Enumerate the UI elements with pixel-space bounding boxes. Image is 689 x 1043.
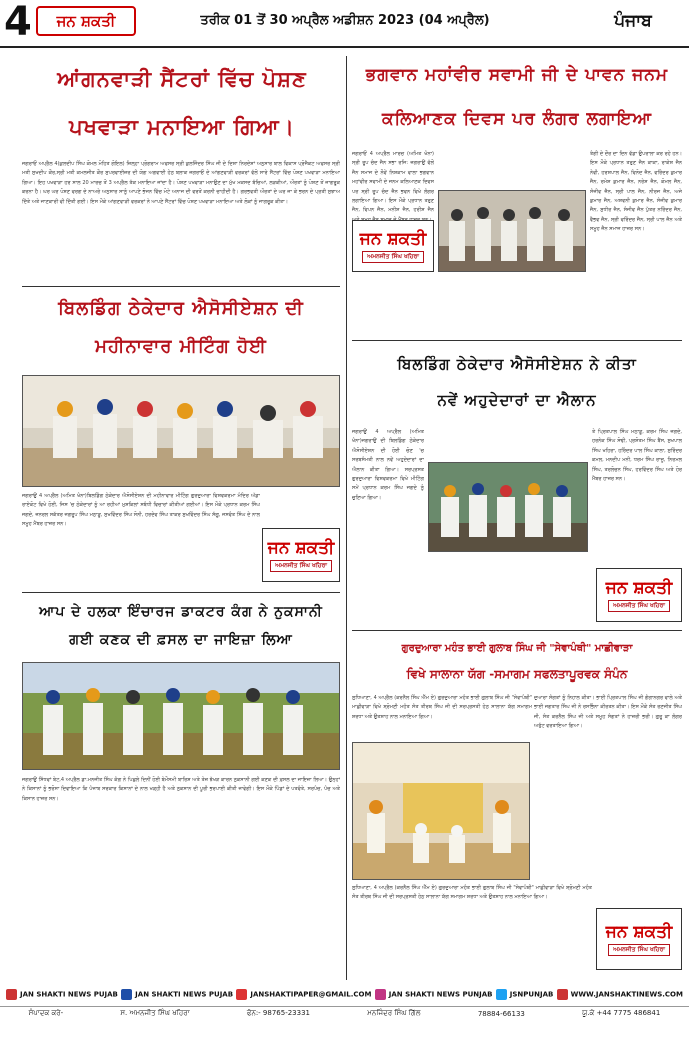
poshan-body: ਜਗਰਾਓਂ ਅਪ੍ਰੈਲ 4(ਕੁਲਦੀਪ ਸਿੰਘ ਕੋਮਲ ਮੋਹਿਤ ਗੋਇਲ) ਜ਼ਿਲ੍ਹਾ ਪ੍ਰੋਗਰਾਮ ਅਫਸਰ ਸ੍ਰੀ ਕੁਲਜਿੰਦਰ ਸਿੰਘ ਜੀ ਦੇ ਦਿਸ਼ਾ ਨਿਰਦੇਸ਼ਾਂ ਅਨੁਸਾਰ ਬਾਲ ਵਿਕਾਸ ਪ੍ਰੋਜੈਕਟ ਅਫਸਰ ਸ੍ਰੀ ਮਤੀ ਸੁਖਦੀਪ ਕੌਰ,ਸ੍ਰੀ ਮਤੀ ਕਮਲਜੀਤ ਕੌਰ ਸੁਪਰਵਾਈਜ਼ਰ ਦੀ ਯੋਗ ਅਗਵਾਈ ਹੇਠ ਬਲਾਕ ਜਗਰਾਓਂ ਦੇ ਆਂਗਣਵਾੜੀ ਵਰਕਰਾਂ ਵੱਲੋਂ ਸਾਰੇ ਸੈਂਟਰਾਂ ਵਿੱਚ ਪੋਸ਼ਣ ਪਖਵਾੜਾ ਮਨਾਇਆ ਗਿਆ। ਇਹ ਪਖਵਾੜਾ ਹਰ ਸਾਲ 20 ਮਾਰਚ ਤੋਂ 3 ਅਪ੍ਰੈਲ ਤੱਕ ਮਨਾਇਆ ਜਾਂਦਾ ਹੈ। ਪੋਸ਼ਣ ਪਖਵਾੜਾ ਮਨਾਉਣ ਦਾ ਮੁੱਖ ਮਕਸਦ ਬੱਚਿਆਂ, ਲੜਕੀਆਂ, ਔਰਤਾਂ ਨੂੰ ਪੋਸ਼ਣ ਤੋਂ ਜਾਗਰੂਕ ਕਰਨਾ ਹੈ। ਘਰ ਘਰ ਪੋਸ਼ਣ ਵਰਗ ਦੇ ਨਾਅਰੇ ਅਨੁਸਾਰ ਸਾਨੂੰ ਆਪਣੇ ਭੋਜਨ ਵਿੱਚ ਮੋਟੇ ਅਨਾਜ ਦੀ ਵਰਤੋਂ ਕਰਨੀ ਚਾਹੀਦੀ ਹੈ। ਗਰਭਵਤੀ ਔਰਤਾਂ ਦੇ ਘਰ ਜਾ ਕੇ ਭਰਨ ਦੇ ਪ੍ਰਤੀ ਸੁਝਾਅ ਦਿੱਤੇ ਅਤੇ ਜਾਣਕਾਰੀ ਵੀ ਦਿੱਤੀ ਗਈ। ਇਸ ਮੌਕੇ ਆਂਗਣਵਾੜੀ ਵਰਕਰਾਂ ਨੇ ਆਪਣੇ ਸੈਂਟਰਾਂ ਵਿੱਚ ਪੋਸ਼ਣ ਪਖਵਾੜਾ ਮਨਾਇਆ ਅਤੇ ਲੋਕਾਂ ਨੂੰ ਜਾਗਰੂਕ ਕੀਤਾ। bbox=[22, 161, 340, 205]
social-label: WWW.JANSHAKTINEWS.COM bbox=[570, 990, 683, 998]
gurdwara-photo bbox=[352, 742, 530, 880]
gurdwara-headline-1: ਗੁਰਦੁਆਰਾ ਮਹੰਤ ਭਾਈ ਗੁਲਾਬ ਸਿੰਘ ਜੀ "ਸੇਵਾਪੰਥੀ" ਮਾਛੀਵਾੜਾ bbox=[401, 643, 633, 654]
publisher-phone: 78884-66133 bbox=[477, 1009, 525, 1018]
publisher-name: ਮਨਜਿੰਦਰ ਸਿੰਘ ਗਿੱਲ bbox=[367, 1009, 421, 1017]
footer-credits bbox=[0, 1006, 689, 1020]
logo-subtitle: ਅਮਨਜੀਤ ਸਿੰਘ ਖਹਿਰਾ bbox=[362, 251, 424, 263]
gurdwara-body-continued: ਲੁਧਿਆਣਾ, 4 ਅਪ੍ਰੈਲ (ਕਰਨੈਲ ਸਿੰਘ ਐੱਮ ਏ) ਗੁਰਦੁਆਰਾ ਮਹੰਤ ਭਾਈ ਗੁਲਾਬ ਸਿੰਘ ਜੀ "ਸੇਵਾਪੰਥੀ" ਮਾਛੀਵਾੜਾ ਵਿਖੇ ਸ਼੍ਰੋਮਣੀ ਮਹੰਤ ਸੰਤ ਤੀਰਥ ਸਿੰਘ ਜੀ ਦੀ ਸਰਪ੍ਰਸਤੀ ਹੇਠ ਸਾਲਾਨਾ ਯੱਗ ਸਮਾਗਮ ਸ਼ਰਧਾ ਅਤੇ ਉਤਸ਼ਾਹ ਨਾਲ ਮਨਾਇਆ ਗਿਆ। bbox=[352, 885, 592, 901]
facebook-link[interactable] bbox=[121, 989, 233, 1000]
poshan-headline-1: ਆਂਗਨਵਾੜੀ ਸੈਂਟਰਾਂ ਵਿੱਚ ਪੋਸ਼ਣ bbox=[57, 67, 307, 91]
inspection-headline-1: ਆਪ ਦੇ ਹਲਕਾ ਇੰਚਾਰਜ ਡਾਕਟਰ ਕੰਗ ਨੇ ਨੁਕਸਾਨੀ bbox=[39, 604, 323, 620]
inspection-headline-2: ਗਈ ਕਣਕ ਦੀ ਫ਼ਸਲ ਦਾ ਜਾਇਜ਼ਾ ਲਿਆ bbox=[69, 632, 293, 648]
officers-body-right: ਤੇ ਪ੍ਰਿਤਪਾਲ ਸਿੰਘ ਮਠਾੜੂ, ਕਰਮ ਸਿੰਘ ਜਗਦੇ, ਹਰਨੇਕ ਸਿੰਘ ਸੋਢੀ, ਪ੍ਰਸ਼ੋਤਮ ਸਿੰਘ ਬੈਂਸ, ਸੁਖਪਾਲ ਸਿੰਘ ਖਹਿਰਾ, ਹਰਿੰਦਰ ਪਾਲ ਸਿੰਘ ਕਾਲਾ, ਸੁਰਿੰਦਰ ਕਮਲ, ਮਨਦੀਪ ਮਨੀ, ਧਰਮ ਸਿੰਘ ਰਾਜੂ, ਨਿਰਮਲ ਸਿੰਘ, ਤਰਲੋਚਨ ਸਿੰਘ, ਹਰਵਿੰਦਰ ਸਿੰਘ ਅਤੇ ਹੋਰ ਮੈਂਬਰ ਹਾਜ਼ਰ ਸਨ। bbox=[592, 429, 682, 483]
instagram-icon bbox=[375, 989, 386, 1000]
officers-headline-1: ਬਿਲਡਿੰਗ ਠੇਕੇਦਾਰ ਐਸੋਸੀਏਸ਼ਨ ਨੇ ਕੀਤਾ bbox=[397, 355, 637, 373]
divider bbox=[352, 340, 682, 341]
poshan-headline-2: ਪਖਵਾੜਾ ਮਨਾਇਆ ਗਿਆ। bbox=[69, 115, 295, 139]
mahavir-body-left: ਜਗਰਾਓਂ 4 ਅਪ੍ਰੈਲ ਮਾਰਚ (ਅਮਿਤ ਖੰਨਾ) ਸ੍ਰੀ ਰੂਪ ਚੰਦ ਜੈਨ ਸਭਾ ਰਜਿ: ਜਗਰਾਉਂ ਵੱਲੋਂ ਜੈਨ ਸਮਾਜ ਦੇ ਨੌਵੇਂ ਨਿਸ਼ਕਾਮ ਵਾਲਾ ਭਗਵਾਨ ਮਹਾਂਵੀਰ ਸਵਾਮੀ ਦੇ ਜਨਮ ਕਲਿਆਣਕ ਦਿਵਸ ਪਰ ਸ੍ਰੀ ਰੂਪ ਚੰਦ ਜੈਨ ਭਵਨ ਵਿਖੇ ਲੰਗਰ ਲਗਾਇਆ ਗਿਆ। ਇਸ ਮੌਕੇ ਪ੍ਰਧਾਨ ਤਰੁਣ ਜੈਨ, ਵਿਪਨ ਜੈਨ, ਮਨੀਸ਼ ਜੈਨ, ਹਰੀਸ਼ ਜੈਨ bbox=[352, 151, 434, 214]
officers-photo-image bbox=[429, 463, 588, 552]
email-icon bbox=[236, 989, 247, 1000]
divider bbox=[22, 592, 340, 593]
editor-name: ਸ. ਅਮਨਜੀਤ ਸਿੰਘ ਖਹਿਰਾ bbox=[120, 1009, 190, 1017]
inspection-photo-image bbox=[23, 663, 340, 770]
social-label: JSNPUNJAB bbox=[509, 990, 554, 998]
logo-subtitle: ਅਮਨਜੀਤ ਸਿੰਘ ਖਹਿਰਾ bbox=[608, 600, 670, 612]
email-link[interactable] bbox=[236, 989, 371, 1000]
inspection-photo bbox=[22, 662, 340, 770]
facebook-icon bbox=[121, 989, 132, 1000]
meeting-headline-1: ਬਿਲਡਿੰਗ ਠੇਕੇਦਾਰ ਐਸੋਸੀਏਸ਼ਨ ਦੀ bbox=[58, 298, 304, 319]
column-rule bbox=[346, 56, 347, 980]
logo-brand: ਜਨ ਸ਼ਕਤੀ bbox=[359, 229, 427, 249]
twitter-link[interactable] bbox=[496, 989, 554, 1000]
gurdwara-body-left: ਲੁਧਿਆਣਾ, 4 ਅਪ੍ਰੈਲ (ਕਰਨੈਲ ਸਿੰਘ ਐੱਮ ਏ) ਗੁਰਦੁਆਰਾ ਮਹੰਤ ਭਾਈ ਗੁਲਾਬ ਸਿੰਘ ਜੀ "ਸੇਵਾਪੰਥੀ" ਮਾਛੀਵਾੜਾ ਵਿਖੇ ਸ਼੍ਰੋਮਣੀ ਮਹੰਤ ਸੰਤ ਤੀਰਥ ਸਿੰਘ ਜੀ ਦੀ ਸਰਪ੍ਰਸਤੀ ਹੇਠ ਸਾਲਾਨਾ ਯੱਗ ਸਮਾਗਮ ਸ਼ਰਧਾ ਅਤੇ ਉਤਸ਼ਾਹ ਨਾਲ ਮਨਾਇਆ ਗਿਆ। bbox=[352, 695, 532, 720]
divider bbox=[22, 286, 340, 287]
logo-brand: ਜਨ ਸ਼ਕਤੀ bbox=[605, 922, 673, 942]
inspection-body: ਜਗਰਾਉਂ ਸਿੱਧਵਾਂ ਬੇਟ,4 ਅਪ੍ਰੈਲ ਡਾ.ਮਨਜੀਤ ਸਿੰਘ ਕੰਗ ਨੇ ਪਿਛਲੇ ਦਿਨੀਂ ਹੋਈ ਬੇਮੌਸਮੀ ਬਾਰਿਸ਼ ਅਤੇ ਤੇਜ਼ ਝੱਖੜ ਕਾਰਨ ਨੁਕਸਾਨੀ ਗਈ ਕਣਕ ਦੀ ਫ਼ਸਲ ਦਾ ਜਾਇਜ਼ਾ ਲਿਆ। ਉਨ੍ਹਾਂ ਨੇ ਕਿਸਾਨਾਂ ਨੂੰ ਭਰੋਸਾ ਦਿਵਾਇਆ ਕਿ ਪੰਜਾਬ ਸਰਕਾਰ ਕਿਸਾਨਾਂ ਦੇ ਨਾਲ ਖੜ੍ਹੀ ਹੈ ਅਤੇ ਨੁਕਸਾਨ ਦੀ ਪੂਰੀ ਭਰਪਾਈ ਕੀਤੀ ਜਾਵੇਗੀ। ਇਸ ਮੌਕੇ ਪਿੰਡਾਂ ਦੇ ਪਤਵੰਤੇ, ਸਰਪੰਚ, ਪੰਚ ਅਤੇ ਕਿਸਾਨ ਹਾਜ਼ਰ ਸਨ। bbox=[22, 777, 340, 802]
social-label: JAN SHAKTI NEWS PUJAB bbox=[20, 990, 118, 998]
meeting-photo-image bbox=[23, 376, 340, 487]
logo-subtitle: ਅਮਨਜੀਤ ਸਿੰਘ ਖਹਿਰਾ bbox=[608, 944, 670, 956]
mahavir-headline-2: ਕਲਿਆਣਕ ਦਿਵਸ ਪਰ ਲੰਗਰ ਲਗਾਇਆ bbox=[382, 109, 652, 129]
social-label: JAN SHAKTI NEWS PUJAB bbox=[135, 990, 234, 998]
youtube-icon bbox=[6, 989, 17, 1000]
uk-phone: ਯੂ.ਕੇ +44 7775 486841 bbox=[582, 1009, 661, 1017]
instagram-link[interactable] bbox=[375, 989, 493, 1000]
masthead bbox=[0, 0, 689, 48]
mahavir-photo-image bbox=[439, 191, 586, 272]
brand-logo-box bbox=[596, 568, 682, 622]
brand-logo-box bbox=[596, 908, 682, 970]
meeting-body: ਜਗਰਾਉਂ 4 ਅਪ੍ਰੈਲ (ਅਮਿਤ ਖੰਨਾ)ਬਿਲਡਿੰਗ ਠੇਕੇਦਾਰ ਐਸੋਸੀਏਸ਼ਨ ਦੀ ਮਹੀਨਾਵਾਰ ਮੀਟਿੰਗ ਗੁਰਦੁਆਰਾ ਵਿਸ਼ਵਕਰਮਾ ਮੰਦਿਰ ਅੱਡਾ ਰਾਏਕੋਟ ਵਿਖੇ ਹੋਈ, ਜਿਸ 'ਚ ਠੇਕੇਦਾਰਾਂ ਨੂੰ ਆ ਰਹੀਆਂ ਮੁਸ਼ਕਿਲਾਂ ਸਬੰਧੀ ਵਿਚਾਰਾਂ ਕੀਤੀਆਂ ਗਈਆਂ। ਇਸ ਮੌਕੇ ਪ੍ਰਧਾਨ ਕਰਮ ਸਿੰਘ ਜਗਦੇ, ਜਨਰਲ ਸਕੱਤਰ ਜਗਰੂਪ ਸਿੰਘ ਮਠਾੜੂ, ਸੁਖਵਿੰਦਰ ਸਿੰਘ ਸੋਨੀ, ਹਰਦੇਵ ਸਿੰਘ ਤਾਕਰ ਸੁਖਵਿੰਦਰ ਸਿੰਘ ਸੱਗੂ, ਜਸਵੰਤ ਸਿੰਘ ਦੇ ਨਾਲ ਸਮੂਹ ਮੈਂਬਰ ਹਾਜ਼ਰ ਸਨ। bbox=[22, 493, 260, 528]
website-link[interactable] bbox=[557, 989, 683, 1000]
meeting-photo bbox=[22, 375, 340, 487]
facebook-link[interactable] bbox=[6, 989, 118, 1000]
social-label: JANSHAKTIPAPER@GMAIL.COM bbox=[250, 990, 372, 998]
gurdwara-body-right: ਦੁਆਰਾ ਸੰਗਤਾਂ ਨੂੰ ਨਿਹਾਲ ਕੀਤਾ। ਭਾਈ ਪ੍ਰਿਤਪਾਲ ਸਿੰਘ ਜੀ ਗੰਗਾਨਗਰ ਵਾਲੇ ਅਤੇ ਭਾਈ ਜਗਤਾਰ ਸਿੰਘ ਜੀ ਨੇ ਰਸਭਿੰਨਾ ਕੀਰਤਨ ਕੀਤਾ। ਇਸ ਮੌਕੇ ਸੰਤ ਰਣਜੀਤ ਸਿੰਘ ਜੀ, ਸੰਤ ਕਰਨੈਲ ਸਿੰਘ ਜੀ ਅਤੇ ਸਮੂਹ ਸੰਗਤਾਂ ਨੇ ਹਾਜ਼ਰੀ ਭਰੀ। ਗੁਰੂ ਕਾ ਲੰਗਰ ਅਤੁੱਟ ਵਰਤਾਇਆ ਗਿਆ। bbox=[534, 695, 682, 730]
globe-icon bbox=[557, 989, 568, 1000]
mahavir-photo bbox=[438, 190, 586, 272]
mahavir-headline-1: ਭਗਵਾਨ ਮਹਾਂਵੀਰ ਸਵਾਮੀ ਜੀ ਦੇ ਪਾਵਨ ਜਨਮ bbox=[365, 65, 669, 85]
officers-photo bbox=[428, 462, 588, 552]
meeting-headline-2: ਮਹੀਨਾਵਾਰ ਮੀਟਿੰਗ ਹੋਈ bbox=[95, 336, 267, 357]
logo-subtitle: ਅਮਨਜੀਤ ਸਿੰਘ ਖਹਿਰਾ bbox=[270, 560, 332, 572]
section-label: ਪੰਜਾਬ bbox=[614, 11, 652, 31]
brand-name: ਜਨ ਸ਼ਕਤੀ bbox=[56, 12, 116, 30]
officers-headline-2: ਨਵੇਂ ਅਹੁਦੇਦਾਰਾਂ ਦਾ ਐਲਾਨ bbox=[437, 391, 597, 409]
gurdwara-headline-2: ਵਿਖੇ ਸਾਲਾਨਾ ਯੱਗ -ਸਮਾਗਮ ਸਫਲਤਾਪੂਰਵਕ ਸੰਪੰਨ bbox=[406, 667, 628, 681]
divider bbox=[352, 630, 682, 631]
brand-logo-box bbox=[352, 220, 434, 272]
officers-body-left: ਜਗਰਾਉਂ 4 ਅਪ੍ਰੈਲ (ਅਮਿਤ ਖੰਨਾ)ਜਗਰਾਉਂ ਦੀ ਬਿਲਡਿੰਗ ਠੇਕੇਦਾਰ ਐਸੋਸੀਏਸ਼ਨ ਦੀ ਹੋਈ ਚੋਣ 'ਚ ਸਰਬਸੰਮਤੀ ਨਾਲ ਨਵੇਂ ਅਹੁਦੇਦਾਰਾਂ ਦਾ ਐਲਾਨ ਕੀਤਾ ਗਿਆ। ਸਰਪ੍ਰਸਤ ਗੁਰਦੁਆਰਾ ਵਿਸ਼ਵਕਰਮਾ ਵਿਖੇ ਮੀਟਿੰਗ ਸਮੇਂ ਪ੍ਰਧਾਨ ਕਰਮ ਸਿੰਘ ਜਗਦੇ ਨੂੰ ਚੁਣਿਆ ਗਿਆ। bbox=[352, 429, 424, 501]
editor-label: ਸੰਪਾਦਕ ਕਰੇ- bbox=[28, 1009, 64, 1017]
mahavir-body-right: ਤੰਗੀ ਦੇ ਦੌਰ ਦਾ ਦਿਨ ਵੱਡਾ ਉਪਰਾਲਾ ਕਰ ਰਹੇ ਹਨ। ਇਸ ਮੌਕੇ ਪ੍ਰਧਾਨ ਤਰੁਣ ਜੈਨ ਕਾਕਾ, ਰਾਕੇਸ਼ ਜੈਨ ਨੇਵੀ, ਹਰਸ਼ਪਾਲ ਜੈਨ, ਵਿਨੋਦ ਜੈਨ, ਵਰਿੰਦਰ ਕੁਮਾਰ ਜੈਨ, ਰਮੇਸ਼ ਕੁਮਾਰ ਜੈਨ, ਨਰੇਸ਼ ਜੈਨ, ਕੋਮਲ ਜੈਨ, ਸੰਜੀਵ ਜੈਨ, ਸ੍ਰੀ ਪਾਲ ਜੈਨ, ਨੀਰਜ ਜੈਨ, ਅਜੇ ਕੁਮਾਰ ਜੈਨ, ਅਸ਼ਵਨੀ ਕੁਮਾਰ ਜੈਨ, ਸੰਜੀਵ ਕੁਮਾਰ ਜੈਨ, ਸੁਧੀਰ ਜੈਨ, ਸੰਜੀਵ ਜੈਨ ਪੁੱਤਰ ਨਰਿੰਦਰ ਜੈਨ, ਵੈਭਵ ਜੈਨ, ਸ੍ਰੀ ਵਰਿੰਦਰ ਜੈਨ, ਸ੍ਰੀ ਪਾਲ ਜੈਨ ਅਤੇ ਸਮੂਹ ਜੈਨ ਸਮਾਜ ਹਾਜ਼ਰ ਸਨ। bbox=[590, 151, 682, 233]
logo-brand: ਜਨ ਸ਼ਕਤੀ bbox=[267, 538, 335, 558]
dateline: ਤਰੀਕ 01 ਤੋਂ 30 ਅਪ੍ਰੈਲ ਅਡੀਸ਼ਨ 2023 (04 ਅਪ੍ਰੈਲ) bbox=[200, 13, 490, 28]
gurdwara-photo-image bbox=[353, 743, 530, 880]
twitter-icon bbox=[496, 989, 507, 1000]
page-number: 4 bbox=[4, 0, 32, 45]
social-label: JAN SHAKTI NEWS PUNJAB bbox=[388, 990, 493, 998]
brand-logo bbox=[36, 6, 136, 36]
brand-logo-box bbox=[262, 528, 340, 582]
logo-brand: ਜਨ ਸ਼ਕਤੀ bbox=[605, 578, 673, 598]
editor-phone: ਫੋਨ:- 98765-23331 bbox=[246, 1009, 310, 1017]
footer-social-bar bbox=[0, 985, 689, 1003]
